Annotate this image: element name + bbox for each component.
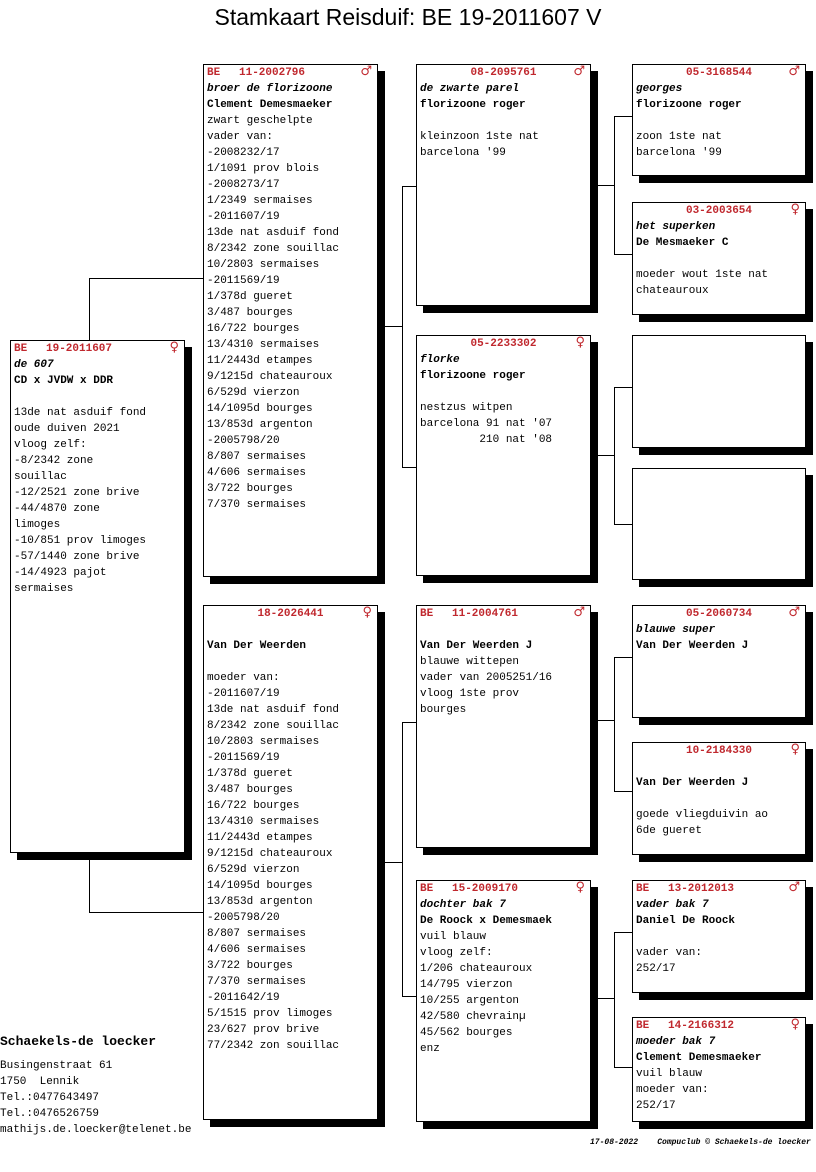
- card-lines: [636, 251, 802, 299]
- owner-name: De Mesmaeker C: [636, 237, 729, 249]
- card-line: 11/2443d etampes: [207, 832, 313, 844]
- connector-line: [377, 862, 403, 863]
- ring-number: 03-2003654: [685, 205, 752, 217]
- card-line: 6/529d vierzon: [207, 387, 300, 399]
- connector-line: [590, 185, 615, 186]
- pigeon-name: dochter bak 7: [420, 899, 506, 911]
- card-line: 8/2342 zone souillac: [207, 720, 340, 732]
- ff-card: [416, 64, 591, 306]
- card-line: 8/807 sermaises: [207, 928, 307, 940]
- card-line: moeder wout 1ste nat: [636, 269, 769, 281]
- pigeon-name: het superken: [636, 221, 716, 233]
- owner-name: Daniel De Roock: [636, 915, 736, 927]
- empty-card: [632, 468, 806, 580]
- subject-card: [10, 340, 185, 853]
- breeder-info: [0, 1034, 200, 1138]
- card-line: moeder van:: [636, 1084, 709, 1096]
- card-line: vader van:: [636, 947, 703, 959]
- card-line: [420, 113, 587, 129]
- female-symbol-icon: ♀: [169, 340, 179, 355]
- owner-name: Clement Demesmaeker: [636, 1052, 762, 1064]
- card-line: [14, 389, 181, 405]
- card-lines: [207, 654, 374, 1054]
- card-line: -2011569/19: [207, 752, 280, 764]
- ring-number: 05-3168544: [685, 67, 752, 79]
- ring-number: 05-2233302: [470, 338, 537, 350]
- male-symbol-icon: ♂: [573, 64, 585, 79]
- card-line: [636, 113, 802, 129]
- connector-line: [614, 932, 615, 1068]
- card-line: 14/795 vierzon: [420, 979, 513, 991]
- card-header: [636, 881, 802, 897]
- card-line: blauwe wittepen: [420, 656, 520, 668]
- female-symbol-icon: ♀: [362, 605, 372, 620]
- card-header: [636, 203, 802, 219]
- card-line: vader van:: [207, 131, 274, 143]
- card-line: 13/853d argenton: [207, 896, 313, 908]
- card-line: 7/370 sermaises: [207, 976, 307, 988]
- pigeon-name: vader bak 7: [636, 899, 709, 911]
- card-line: souillac: [14, 471, 67, 483]
- card-line: sermaises: [14, 583, 74, 595]
- card-line: -8/2342 zone: [14, 455, 94, 467]
- breeder-address: [0, 1058, 200, 1138]
- connector-line: [402, 186, 403, 468]
- card-header: [207, 65, 374, 81]
- card-lines: [636, 791, 802, 839]
- card-line: kleinzoon 1ste nat: [420, 131, 539, 143]
- card-line: -57/1440 zone brive: [14, 551, 140, 563]
- country-code: BE: [636, 883, 650, 895]
- ffm-card: [632, 202, 806, 315]
- card-lines: [207, 113, 374, 513]
- pigeon-name: [207, 622, 374, 638]
- card-line: 77/2342 zon souillac: [207, 1040, 340, 1052]
- male-symbol-icon: ♂: [573, 605, 585, 620]
- female-symbol-icon: ♀: [790, 742, 800, 757]
- card-line: nestzus witpen: [420, 402, 513, 414]
- fm-card: [416, 335, 591, 576]
- card-header: [636, 1018, 802, 1034]
- card-line: Tel.:0476526759: [0, 1108, 100, 1120]
- country-code: BE: [420, 608, 434, 620]
- card-line: 252/17: [636, 963, 676, 975]
- card-line: -2005798/20: [207, 435, 280, 447]
- card-line: enz: [420, 1043, 440, 1055]
- card-line: -2011607/19: [207, 211, 280, 223]
- print-stamp: 17-08-2022 Compuclub © Schaekels-de loecker: [590, 1138, 811, 1147]
- breeder-name: Schaekels-de loecker: [0, 1034, 157, 1049]
- connector-line: [614, 116, 632, 117]
- ring-number: 18-2026441: [257, 608, 324, 620]
- ring-number: 15-2009170: [452, 883, 519, 895]
- card-header: [636, 606, 802, 622]
- female-symbol-icon: ♀: [575, 880, 585, 895]
- card-line: bourges: [420, 704, 467, 716]
- card-header: [207, 606, 374, 622]
- father-card: [203, 64, 378, 577]
- card-line: vuil blauw: [420, 931, 487, 943]
- card-line: -2011642/19: [207, 992, 280, 1004]
- empty-card: [632, 335, 806, 448]
- card-line: barcelona '99: [636, 147, 722, 159]
- card-line: [636, 251, 802, 267]
- card-line: 16/722 bourges: [207, 323, 300, 335]
- connector-line: [89, 278, 90, 341]
- card-line: 11/2443d etampes: [207, 355, 313, 367]
- card-line: 16/722 bourges: [207, 800, 300, 812]
- male-symbol-icon: ♂: [788, 880, 800, 895]
- country-code: BE: [420, 883, 434, 895]
- card-line: 13de nat asduif fond: [207, 704, 340, 716]
- ring-number: 19-2011607: [46, 343, 113, 355]
- pigeon-name: blauwe super: [636, 624, 716, 636]
- pigeon-name: de zwarte parel: [420, 83, 520, 95]
- card-line: 45/562 bourges: [420, 1027, 513, 1039]
- card-line: [420, 384, 587, 400]
- card-line: 13de nat asduif fond: [207, 227, 340, 239]
- female-symbol-icon: ♀: [790, 1017, 800, 1032]
- card-line: 14/1095d bourges: [207, 403, 313, 415]
- card-line: Busingenstraat 61: [0, 1060, 113, 1072]
- card-line: 7/370 sermaises: [207, 499, 307, 511]
- card-line: [207, 654, 374, 670]
- card-line: vloog zelf:: [420, 947, 493, 959]
- card-header: [636, 743, 802, 759]
- card-line: 10/2803 sermaises: [207, 259, 320, 271]
- card-header: [420, 336, 587, 352]
- pigeon-name: georges: [636, 83, 683, 95]
- connector-line: [614, 254, 632, 255]
- connector-line: [614, 387, 615, 525]
- card-lines: [14, 389, 181, 597]
- male-symbol-icon: ♂: [360, 64, 372, 79]
- connector-line: [614, 1067, 632, 1068]
- card-header: [636, 65, 802, 81]
- card-line: [636, 929, 802, 945]
- owner-name: CD x JVDW x DDR: [14, 375, 114, 387]
- connector-line: [402, 467, 416, 468]
- card-line: 1/1091 prov blois: [207, 163, 320, 175]
- connector-line: [590, 998, 615, 999]
- female-symbol-icon: ♀: [575, 335, 585, 350]
- connector-line: [402, 186, 416, 187]
- card-line: -10/851 prov limoges: [14, 535, 147, 547]
- connector-line: [377, 326, 403, 327]
- ring-number: 13-2012013: [668, 883, 735, 895]
- connector-line: [402, 722, 403, 997]
- owner-name: Clement Demesmaeker: [207, 99, 333, 111]
- card-line: vloog zelf:: [14, 439, 87, 451]
- card-line: Tel.:0477643497: [0, 1092, 100, 1104]
- card-line: [636, 791, 802, 807]
- card-line: -2008273/17: [207, 179, 280, 191]
- connector-line: [614, 657, 615, 792]
- card-line: 6/529d vierzon: [207, 864, 300, 876]
- ring-number: 05-2060734: [685, 608, 752, 620]
- card-line: zoon 1ste nat: [636, 131, 722, 143]
- owner-name: Van Der Weerden J: [420, 640, 533, 652]
- ring-number: 11-2002796: [239, 67, 306, 79]
- fff-card: [632, 64, 806, 176]
- owner-name: florizoone roger: [636, 99, 742, 111]
- card-line: 10/255 argenton: [420, 995, 520, 1007]
- card-line: barcelona 91 nat '07: [420, 418, 553, 430]
- card-line: vuil blauw: [636, 1068, 703, 1080]
- card-lines: [420, 654, 587, 718]
- ring-number: 08-2095761: [470, 67, 537, 79]
- card-line: 9/1215d chateauroux: [207, 371, 333, 383]
- mfm-card: [632, 742, 806, 855]
- card-line: 3/487 bourges: [207, 784, 293, 796]
- connector-line: [614, 116, 615, 255]
- card-line: mathijs.de.loecker@telenet.be: [0, 1124, 192, 1136]
- card-lines: [420, 929, 587, 1057]
- pigeon-name: broer de florizoone: [207, 83, 333, 95]
- card-line: 5/1515 prov limoges: [207, 1008, 333, 1020]
- card-header: [420, 881, 587, 897]
- card-line: 13/4310 sermaises: [207, 339, 320, 351]
- female-symbol-icon: ♀: [790, 202, 800, 217]
- pigeon-name: [636, 759, 802, 775]
- card-line: 14/1095d bourges: [207, 880, 313, 892]
- card-line: chateauroux: [636, 285, 709, 297]
- card-lines: [420, 113, 587, 161]
- mother-card: [203, 605, 378, 1120]
- country-code: BE: [636, 1020, 650, 1032]
- card-line: 1/378d gueret: [207, 291, 293, 303]
- card-line: 23/627 prov brive: [207, 1024, 320, 1036]
- connector-line: [89, 912, 204, 913]
- card-line: 13de nat asduif fond: [14, 407, 147, 419]
- pigeon-name: [420, 622, 587, 638]
- card-line: 1/206 chateauroux: [420, 963, 533, 975]
- connector-line: [89, 852, 90, 913]
- card-line: 3/722 bourges: [207, 960, 293, 972]
- card-line: barcelona '99: [420, 147, 506, 159]
- owner-name: Van Der Weerden J: [636, 640, 749, 652]
- card-line: -2011569/19: [207, 275, 280, 287]
- card-line: 3/487 bourges: [207, 307, 293, 319]
- connector-line: [614, 387, 632, 388]
- card-lines: [420, 384, 587, 448]
- card-line: 10/2803 sermaises: [207, 736, 320, 748]
- page-title: Stamkaart Reisduif: BE 19-2011607 V: [214, 4, 602, 30]
- connector-line: [590, 455, 615, 456]
- country-code: BE: [207, 67, 221, 79]
- card-line: 42/580 chevrainµ: [420, 1011, 526, 1023]
- card-line: 3/722 bourges: [207, 483, 293, 495]
- connector-line: [614, 524, 632, 525]
- ring-number: 14-2166312: [668, 1020, 735, 1032]
- card-lines: [636, 1066, 802, 1114]
- ring-number: 11-2004761: [452, 608, 519, 620]
- connector-line: [614, 932, 632, 933]
- male-symbol-icon: ♂: [788, 64, 800, 79]
- card-line: oude duiven 2021: [14, 423, 120, 435]
- card-line: 13/853d argenton: [207, 419, 313, 431]
- mf-card: [416, 605, 591, 848]
- card-line: 4/606 sermaises: [207, 467, 307, 479]
- owner-name: florizoone roger: [420, 370, 526, 382]
- card-line: -12/2521 zone brive: [14, 487, 140, 499]
- owner-name: florizoone roger: [420, 99, 526, 111]
- card-line: 1/378d gueret: [207, 768, 293, 780]
- card-line: 9/1215d chateauroux: [207, 848, 333, 860]
- connector-line: [402, 996, 416, 997]
- card-line: 252/17: [636, 1100, 676, 1112]
- card-line: 6de gueret: [636, 825, 703, 837]
- card-line: 210 nat '08: [420, 434, 553, 446]
- connector-line: [89, 278, 204, 279]
- country-code: BE: [14, 343, 28, 355]
- pigeon-name: florke: [420, 354, 460, 366]
- owner-name: Van Der Weerden J: [636, 777, 749, 789]
- card-header: [420, 606, 587, 622]
- mff-card: [632, 605, 806, 718]
- card-line: vader van 2005251/16: [420, 672, 553, 684]
- connector-line: [402, 722, 416, 723]
- mmm-card: [632, 1017, 806, 1122]
- card-line: -2008232/17: [207, 147, 280, 159]
- connector-line: [614, 791, 632, 792]
- card-line: moeder van:: [207, 672, 280, 684]
- owner-name: De Roock x Demesmaek: [420, 915, 553, 927]
- male-symbol-icon: ♂: [788, 605, 800, 620]
- card-line: limoges: [14, 519, 61, 531]
- card-line: 8/2342 zone souillac: [207, 243, 340, 255]
- card-lines: [636, 113, 802, 161]
- card-line: 13/4310 sermaises: [207, 816, 320, 828]
- card-line: zwart geschelpte: [207, 115, 313, 127]
- ring-number: 10-2184330: [685, 745, 752, 757]
- owner-name: Van Der Weerden: [207, 640, 307, 652]
- card-header: [14, 341, 181, 357]
- mm-card: [416, 880, 591, 1122]
- card-header: [420, 65, 587, 81]
- card-line: -2005798/20: [207, 912, 280, 924]
- connector-line: [614, 657, 632, 658]
- card-lines: [636, 929, 802, 977]
- card-line: -44/4870 zone: [14, 503, 100, 515]
- card-line: 8/807 sermaises: [207, 451, 307, 463]
- mmf-card: [632, 880, 806, 993]
- pigeon-name: de 607: [14, 359, 54, 371]
- card-line: 1750 Lennik: [0, 1076, 80, 1088]
- pigeon-name: moeder bak 7: [636, 1036, 716, 1048]
- card-line: 1/2349 sermaises: [207, 195, 313, 207]
- card-line: -14/4923 pajot: [14, 567, 107, 579]
- card-line: goede vliegduivin ao: [636, 809, 769, 821]
- card-line: -2011607/19: [207, 688, 280, 700]
- connector-line: [590, 720, 615, 721]
- card-line: vloog 1ste prov: [420, 688, 520, 700]
- card-line: 4/606 sermaises: [207, 944, 307, 956]
